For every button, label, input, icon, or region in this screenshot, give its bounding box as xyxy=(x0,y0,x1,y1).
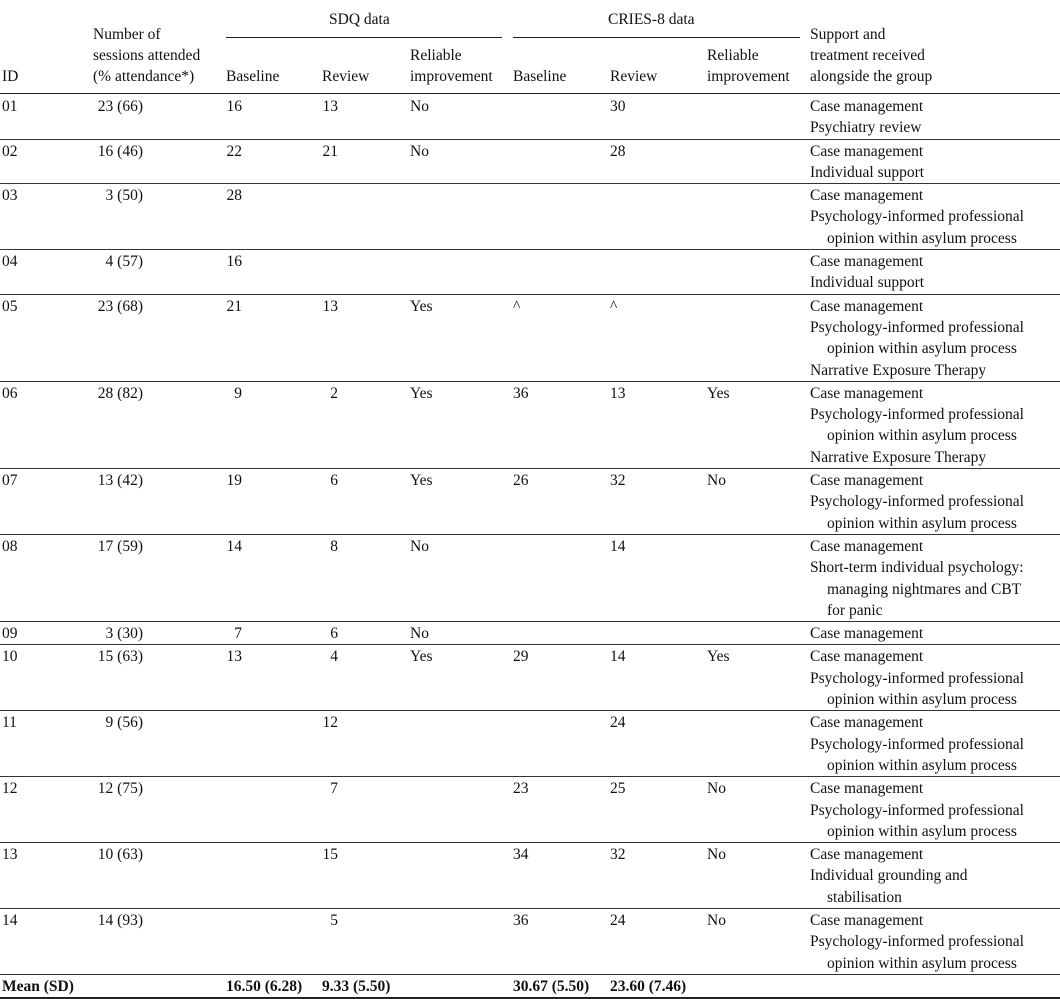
header-cries-reliable-line1: Reliable xyxy=(707,47,759,64)
support-item xyxy=(810,272,1060,293)
support-item-text: Case management xyxy=(810,780,924,798)
support-item-continuation: opinion within asylum process xyxy=(827,691,1017,709)
cell-sdq-baseline: 28 xyxy=(226,187,242,205)
support-item xyxy=(810,557,1060,621)
support-item-text: Narrative Exposure Therapy xyxy=(810,361,987,379)
support-item xyxy=(810,447,1060,468)
support-item-continuation: opinion within asylum process xyxy=(827,822,1017,840)
cell-sessions: 14 (93) xyxy=(97,911,143,929)
support-item-continuation: managing nightmares and CBT xyxy=(827,580,1022,598)
support-item xyxy=(810,383,1060,404)
cell-cries-baseline: 36 xyxy=(513,911,529,929)
support-item xyxy=(810,712,1060,733)
cell-id: 11 xyxy=(2,714,17,732)
support-item-text: Short-term individual psychology: xyxy=(810,559,1024,577)
cell-sessions: 9 (56) xyxy=(105,714,143,732)
cell-sdq-review: 6 xyxy=(330,625,338,643)
support-item-text: Case management xyxy=(810,472,924,490)
cell-sdq-baseline: 22 xyxy=(226,142,242,160)
cell-sessions: 15 (63) xyxy=(97,648,143,666)
support-item-continuation: opinion within asylum process xyxy=(827,756,1017,774)
cell-support xyxy=(810,184,1060,249)
cell-cries-review: 14 xyxy=(610,537,626,555)
cell-cries-baseline: ^ xyxy=(513,297,521,315)
cell-id: 04 xyxy=(2,253,18,271)
support-item-text: Psychology-informed professional xyxy=(810,669,1024,687)
support-item xyxy=(810,206,1060,249)
cries-group-rule xyxy=(513,37,800,38)
header-cries-baseline: Baseline xyxy=(513,68,567,85)
cell-support xyxy=(810,711,1060,776)
support-item-text: Psychology-informed professional xyxy=(810,933,1024,951)
cell-sessions: 16 (46) xyxy=(97,142,143,160)
cell-sdq-review: 13 xyxy=(322,98,338,115)
support-item xyxy=(810,778,1060,799)
table-row xyxy=(0,184,1060,250)
support-item-text: Case management xyxy=(810,846,924,864)
cell-sessions: 17 (59) xyxy=(97,537,143,555)
support-item xyxy=(810,668,1060,711)
support-item xyxy=(810,185,1060,206)
cell-cries-review: 30 xyxy=(610,98,626,115)
support-item xyxy=(810,734,1060,777)
support-item-text: Individual grounding and xyxy=(810,867,968,885)
support-item-text: Psychology-informed professional xyxy=(810,208,1024,226)
header-support-line3: alongside the group xyxy=(810,68,933,85)
cell-id: 13 xyxy=(2,846,18,864)
cell-sdq-reliable: No xyxy=(410,142,429,160)
cell-sdq-baseline: 13 xyxy=(226,648,242,666)
support-item xyxy=(810,844,1060,865)
support-item-text: Case management xyxy=(810,625,924,643)
cell-id: 10 xyxy=(2,648,18,666)
table-row xyxy=(0,535,1060,622)
cell-id: 09 xyxy=(2,625,18,643)
mean-row xyxy=(0,975,1060,999)
cell-sdq-review: 15 xyxy=(322,846,338,864)
support-item-text: Case management xyxy=(810,187,924,205)
support-item xyxy=(810,910,1060,931)
cell-cries-review: 28 xyxy=(610,142,626,160)
support-item-text: Case management xyxy=(810,253,924,271)
support-item-text: Psychology-informed professional xyxy=(810,493,1024,511)
cell-cries-reliable: No xyxy=(707,780,726,798)
cell-sdq-reliable: No xyxy=(410,625,429,643)
support-item-text: Case management xyxy=(810,297,924,315)
support-item-text: Case management xyxy=(810,648,924,666)
support-item-text: Case management xyxy=(810,537,924,555)
cell-sdq-review: 12 xyxy=(322,714,338,732)
cell-cries-review: 32 xyxy=(610,472,626,490)
table-row xyxy=(0,645,1060,711)
cell-sdq-reliable: No xyxy=(410,98,429,115)
support-item xyxy=(810,96,1060,117)
support-item xyxy=(810,251,1060,272)
header-cries-reliable-line2: improvement xyxy=(707,68,790,85)
table-row xyxy=(0,382,1060,469)
support-item-text: Psychology-informed professional xyxy=(810,735,1024,753)
cell-id: 01 xyxy=(2,98,18,115)
table-row xyxy=(0,777,1060,843)
table-row xyxy=(0,622,1060,645)
cell-sessions: 23 (66) xyxy=(97,98,143,115)
cell-sessions: 3 (50) xyxy=(105,187,143,205)
cell-support xyxy=(810,382,1060,468)
cell-sdq-review: 5 xyxy=(330,911,338,929)
cell-cries-baseline: 34 xyxy=(513,846,529,864)
support-item-continuation: opinion within asylum process xyxy=(827,514,1017,532)
cell-cries-reliable: No xyxy=(707,846,726,864)
cell-sdq-reliable: No xyxy=(410,537,429,555)
cell-cries-reliable: No xyxy=(707,911,726,929)
cell-sdq-review: 6 xyxy=(330,472,338,490)
support-item-continuation: opinion within asylum process xyxy=(827,427,1017,445)
mean-label: Mean (SD) xyxy=(2,977,74,995)
support-item-text: Psychology-informed professional xyxy=(810,318,1024,336)
support-item xyxy=(810,470,1060,491)
cell-support xyxy=(810,535,1060,621)
support-item-continuation: opinion within asylum process xyxy=(827,954,1017,972)
cell-support xyxy=(810,469,1060,534)
cell-sdq-baseline: 9 xyxy=(234,384,242,402)
cell-sessions: 23 (68) xyxy=(97,297,143,315)
support-item-text: Individual support xyxy=(810,163,925,181)
cell-support xyxy=(810,909,1060,974)
cell-support xyxy=(810,295,1060,381)
cell-sessions: 3 (30) xyxy=(105,625,143,643)
cell-id: 03 xyxy=(2,187,18,205)
cell-id: 06 xyxy=(2,384,18,402)
cell-id: 02 xyxy=(2,142,18,160)
cell-sdq-review: 13 xyxy=(322,297,338,315)
cell-sdq-baseline: 7 xyxy=(234,625,242,643)
header-sessions-line3: (% attendance*) xyxy=(93,68,195,85)
cell-sdq-reliable: Yes xyxy=(410,297,433,315)
header-sdq-baseline: Baseline xyxy=(226,68,280,85)
mean-sdq-baseline: 16.50 (6.28) xyxy=(226,977,303,995)
cell-cries-baseline: 29 xyxy=(513,648,529,666)
support-item xyxy=(810,317,1060,360)
cell-sdq-review: 7 xyxy=(330,780,338,798)
support-item-text: Case management xyxy=(810,384,924,402)
support-item xyxy=(810,491,1060,534)
cell-cries-review: 14 xyxy=(610,648,626,666)
cell-cries-review: 24 xyxy=(610,714,626,732)
cell-sessions: 13 (42) xyxy=(97,472,143,490)
cell-cries-baseline: 26 xyxy=(513,472,529,490)
table-row xyxy=(0,140,1060,185)
header-bottom-rule xyxy=(0,93,1060,94)
cell-sdq-baseline: 21 xyxy=(226,297,242,315)
cell-sessions: 12 (75) xyxy=(97,780,143,798)
header-support-line2: treatment received xyxy=(810,47,925,64)
header-sessions-line2: sessions attended xyxy=(93,47,201,64)
cell-id: 14 xyxy=(2,911,18,929)
cell-id: 07 xyxy=(2,472,18,490)
support-item-continuation: for panic xyxy=(827,601,883,619)
support-item-text: Case management xyxy=(810,911,924,929)
table-row xyxy=(0,95,1060,140)
cell-support xyxy=(810,645,1060,710)
header-sdq-review: Review xyxy=(322,68,370,85)
support-item-continuation: opinion within asylum process xyxy=(827,340,1017,358)
cell-support xyxy=(810,140,1060,184)
table-row xyxy=(0,295,1060,382)
cell-id: 05 xyxy=(2,297,18,315)
support-item xyxy=(810,536,1060,557)
support-item xyxy=(810,646,1060,667)
support-item xyxy=(810,360,1060,381)
cell-cries-reliable: Yes xyxy=(707,384,730,402)
cell-cries-review: 32 xyxy=(610,846,626,864)
header-support-line1: Support and xyxy=(810,26,886,43)
table-row xyxy=(0,711,1060,777)
support-item-text: Psychology-informed professional xyxy=(810,801,1024,819)
cell-support xyxy=(810,777,1060,842)
cell-support xyxy=(810,843,1060,908)
support-item xyxy=(810,141,1060,162)
header-sdq-group: SDQ data xyxy=(329,11,390,28)
cell-id: 12 xyxy=(2,780,18,798)
table-row xyxy=(0,250,1060,295)
support-item xyxy=(810,162,1060,183)
table-row xyxy=(0,843,1060,909)
cell-id: 08 xyxy=(2,537,18,555)
cell-cries-review: 24 xyxy=(610,911,626,929)
table-body xyxy=(0,95,1060,999)
cell-sdq-review: 2 xyxy=(330,384,338,402)
table-row xyxy=(0,469,1060,535)
cell-cries-review: ^ xyxy=(610,297,618,315)
support-item xyxy=(810,800,1060,843)
cell-sdq-baseline: 19 xyxy=(226,472,242,490)
support-item-text: Case management xyxy=(810,98,924,115)
table-row xyxy=(0,909,1060,975)
cell-sdq-reliable: Yes xyxy=(410,384,433,402)
cell-support xyxy=(810,250,1060,294)
support-item xyxy=(810,931,1060,974)
cell-support xyxy=(810,622,1060,644)
cell-sdq-review: 4 xyxy=(330,648,338,666)
cell-sdq-review: 8 xyxy=(330,537,338,555)
mean-sdq-review: 9.33 (5.50) xyxy=(322,977,391,995)
support-item-text: Psychology-informed professional xyxy=(810,406,1024,424)
mean-cries-review: 23.60 (7.46) xyxy=(610,977,687,995)
cell-cries-baseline: 36 xyxy=(513,384,529,402)
support-item xyxy=(810,404,1060,447)
support-item xyxy=(810,623,1060,644)
header-sdq-reliable-line2: improvement xyxy=(410,68,493,85)
cell-cries-review: 13 xyxy=(610,384,626,402)
cell-cries-review: 25 xyxy=(610,780,626,798)
header-sdq-reliable-line1: Reliable xyxy=(410,47,462,64)
support-item-text: Case management xyxy=(810,714,924,732)
header-cries-group: CRIES-8 data xyxy=(608,11,695,28)
header-id: ID xyxy=(2,68,19,85)
support-item-continuation: opinion within asylum process xyxy=(827,229,1017,247)
support-item-text: Case management xyxy=(810,142,924,160)
support-item-continuation: stabilisation xyxy=(827,888,902,906)
cell-sdq-reliable: Yes xyxy=(410,648,433,666)
cell-sdq-baseline: 16 xyxy=(226,98,242,115)
support-item-text: Psychiatry review xyxy=(810,119,922,137)
cell-sdq-reliable: Yes xyxy=(410,472,433,490)
cell-cries-reliable: No xyxy=(707,472,726,490)
cell-sdq-baseline: 14 xyxy=(226,537,242,555)
sdq-group-rule xyxy=(226,37,502,38)
cell-cries-baseline: 23 xyxy=(513,780,529,798)
support-item-text: Individual support xyxy=(810,274,925,292)
cell-sessions: 4 (57) xyxy=(105,253,143,271)
support-item xyxy=(810,296,1060,317)
cell-sdq-review: 21 xyxy=(322,142,338,160)
support-item xyxy=(810,865,1060,908)
cell-sessions: 10 (63) xyxy=(97,846,143,864)
support-item xyxy=(810,117,1060,138)
cell-cries-reliable: Yes xyxy=(707,648,730,666)
cell-sdq-baseline: 16 xyxy=(226,253,242,271)
header-cries-review: Review xyxy=(610,68,658,85)
mean-cries-baseline: 30.67 (5.50) xyxy=(513,977,590,995)
header-sessions-line1: Number of xyxy=(93,26,161,43)
cell-sessions: 28 (82) xyxy=(97,384,143,402)
cell-support xyxy=(810,95,1060,139)
support-item-text: Narrative Exposure Therapy xyxy=(810,448,987,466)
